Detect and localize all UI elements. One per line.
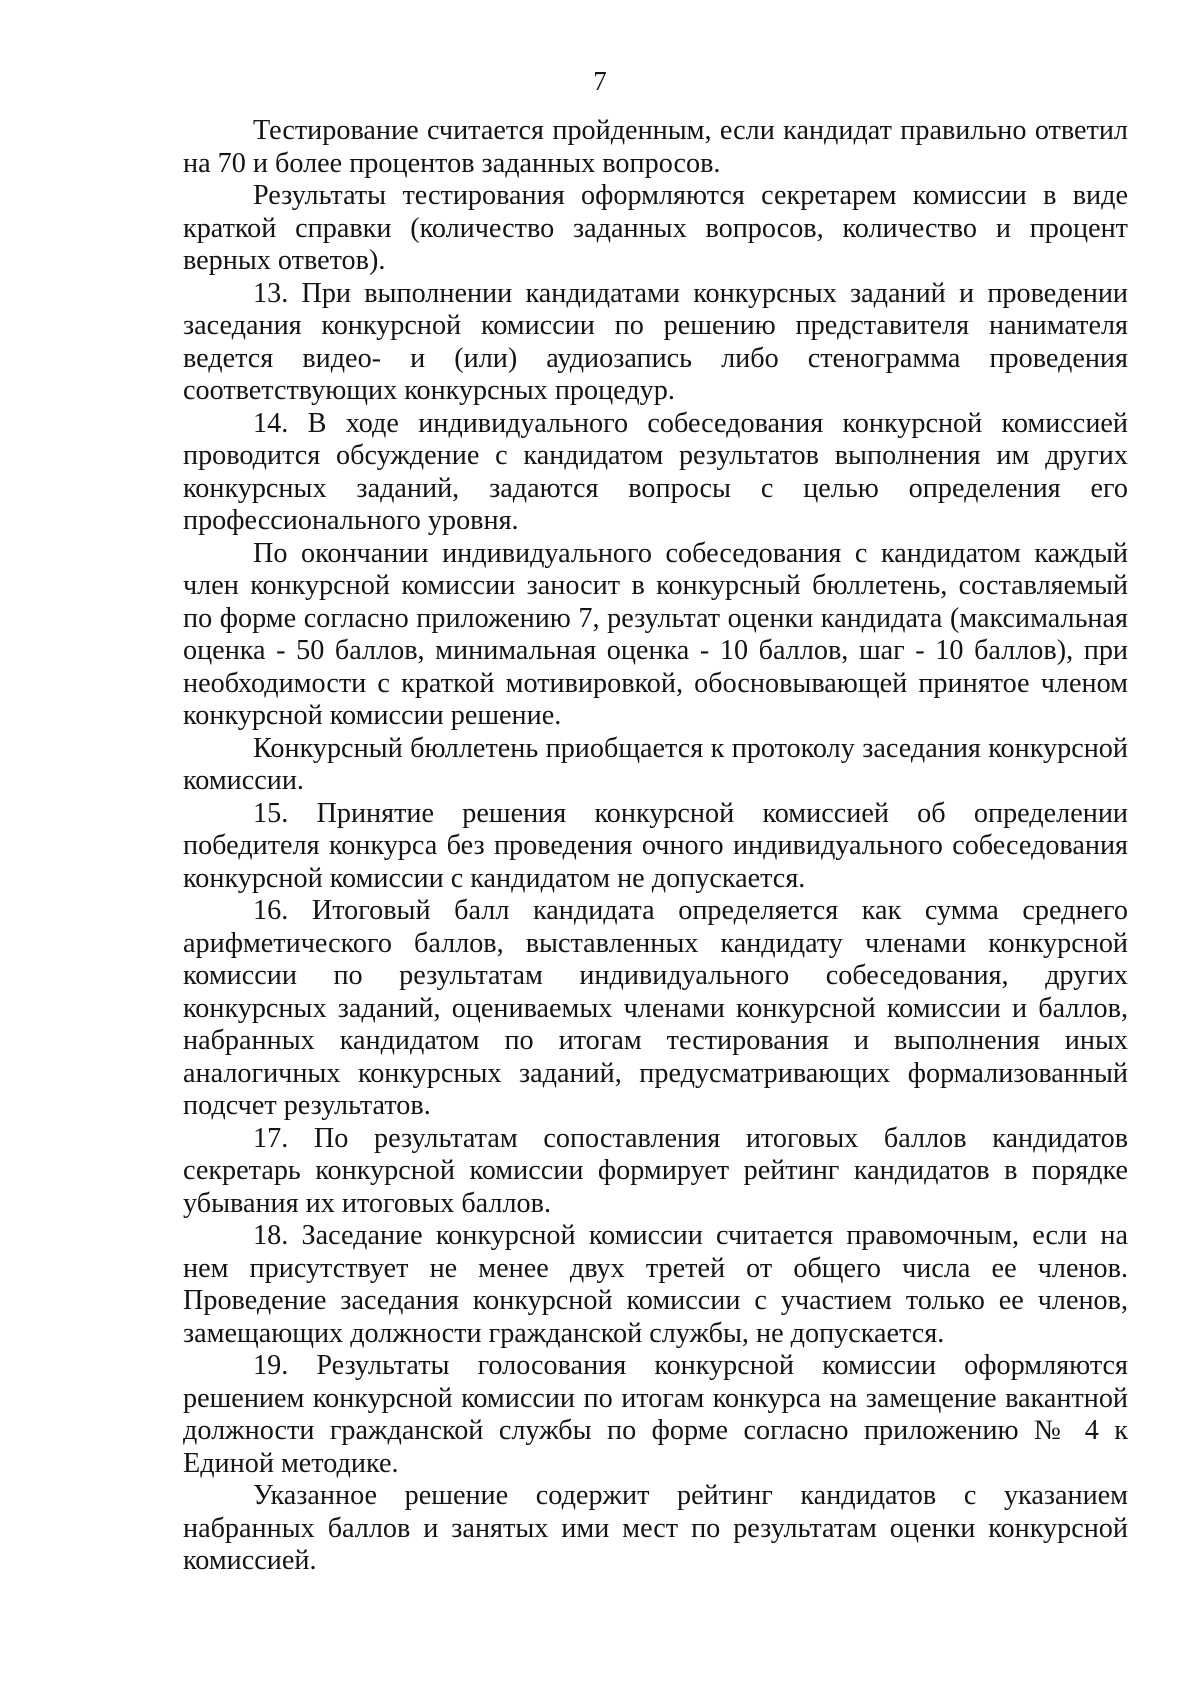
paragraph-ballot-attached: Конкурсный бюллетень приобщается к протоколу заседания конкурсной комиссии. xyxy=(183,732,1128,796)
paragraph-item-18: 18. Заседание конкурсной комиссии считается правомочным, если на нем присутствует не менее двух третей от общего числа ее членов. Проведение заседания конкурсной комиссии с участием только ее членов, замещающих должности гражданской службы, не допускается. xyxy=(183,1220,1128,1349)
paragraph-testing-pass-criteria: Тестирование считается пройденным, если кандидат правильно ответил на 70 и более процентов заданных вопросов. xyxy=(183,115,1128,179)
paragraph-item-13: 13. При выполнении кандидатами конкурсных заданий и проведении заседания конкурсной комиссии по решению представителя нанимателя ведется видео- и (или) аудиозапись либо стенограмма проведения соответствующих конкурсных процедур. xyxy=(183,277,1128,406)
document-body xyxy=(183,115,1128,1578)
paragraph-item-17: 17. По результатам сопоставления итоговых баллов кандидатов секретарь конкурсной комиссии формирует рейтинг кандидатов в порядке убывания их итоговых баллов. xyxy=(183,1122,1128,1219)
paragraph-item-19: 19. Результаты голосования конкурсной комиссии оформляются решением конкурсной комиссии по итогам конкурса на замещение вакантной должности гражданской службы по форме согласно приложению № 4 к Единой методике. xyxy=(183,1350,1128,1479)
paragraph-item-14: 14. В ходе индивидуального собеседования конкурсной комиссией проводится обсуждение с кандидатом результатов выполнения им других конкурсных заданий, задаются вопросы с целью определения его профессионального уровня. xyxy=(183,407,1128,536)
paragraph-item-16: 16. Итоговый балл кандидата определяется как сумма среднего арифметического баллов, выставленных кандидату членами конкурсной комиссии по результатам индивидуального собеседования, других конкурсных заданий, оцениваемых членами конкурсной комиссии и баллов, набранных кандидатом по итогам тестирования и выполнения иных аналогичных конкурсных заданий, предусматривающих формализованный подсчет результатов. xyxy=(183,895,1128,1121)
page-number: 7 xyxy=(593,66,607,96)
paragraph-decision-rating: Указанное решение содержит рейтинг кандидатов с указанием набранных баллов и занятых ими мест по результатам оценки конкурсной комиссией. xyxy=(183,1480,1128,1576)
paragraph-interview-ballot: По окончании индивидуального собеседования с кандидатом каждый член конкурсной комиссии заносит в конкурсный бюллетень, составляемый по форме согласно приложению 7, результат оценки кандидата (максимальная оценка - 50 баллов, минимальная оценка - 10 баллов, шаг - 10 баллов), при необходимости с краткой мотивировкой, обосновывающей принятое членом конкурсной комиссии решение. xyxy=(183,537,1128,731)
paragraph-testing-results: Результаты тестирования оформляются секретарем комиссии в виде краткой справки (количество заданных вопросов, количество и процент верных ответов). xyxy=(183,180,1128,276)
paragraph-item-15: 15. Принятие решения конкурсной комиссией об определении победителя конкурса без проведения очного индивидуального собеседования конкурсной комиссии с кандидатом не допускается. xyxy=(183,797,1128,894)
